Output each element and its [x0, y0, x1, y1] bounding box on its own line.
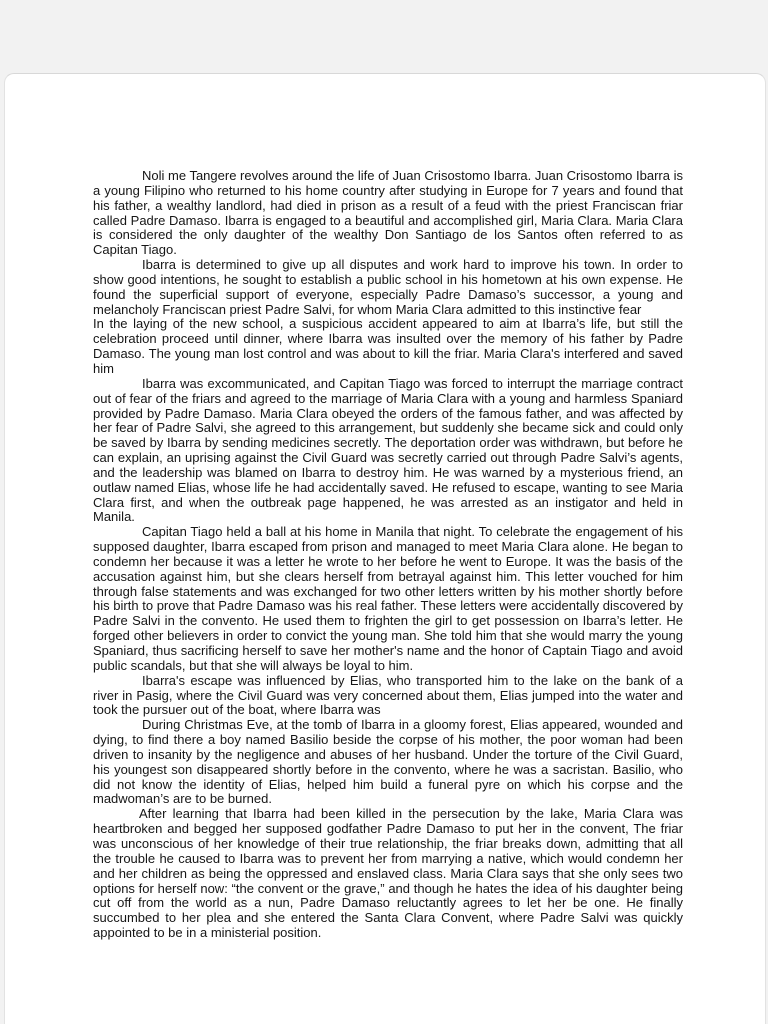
paragraph-convent: After learning that Ibarra had been killed in the persecution by the lake, Maria Clara was heartbroken and begged her supposed godfather Padre Damaso to put her in the convent, The friar was unconscious of her knowledge of their true relationship, the friar breaks down, admitting that all the trouble he caused to Ibarra was to prevent her from marrying a native, which would condemn her and her children as being the oppressed and enslaved class. Maria Clara says that she only sees two options for herself now: “the convent or the grave,” and though he hates the idea of his daughter being cut off from the world as a nun, Padre Damaso reluctantly agrees to let her be one. He finally succumbed to her plea and she entered the Santa Clara Convent, where Padre Salvi was quickly appointed to be in a ministerial position. — [93, 806, 683, 941]
paragraph-escape: Ibarra's escape was influenced by Elias, who transported him to the lake on the bank of a river in Pasig, where the Civil Guard was very concerned about them, Elias jumped into the water and took the pursuer out of the boat, where Ibarra was — [93, 672, 683, 718]
paragraph-accident: In the laying of the new school, a suspicious accident appeared to aim at Ibarra’s life, but still the celebration proceed until dinner, where Ibarra was insulted over the memory of his father by Padre Damaso. The young man lost control and was about to kill the friar. Maria Clara's interfered and saved him — [93, 316, 683, 376]
paragraph-intro: Noli me Tangere revolves around the life of Juan Crisostomo Ibarra. Juan Crisostomo Ibarra is a young Filipino who returned to his home country after studying in Europe for 7 years and found that his father, a wealthy landlord, had died in prison as a result of a feud with the priest Franciscan friar called Padre Damaso. Ibarra is engaged to a beautiful and accomplished girl, Maria Clara. Maria Clara is considered the only daughter of the wealthy Don Santiago de los Santos often referred to as Capitan Tiago. — [93, 168, 683, 258]
paragraph-christmas-eve: During Christmas Eve, at the tomb of Ibarra in a gloomy forest, Elias appeared, wounded and dying, to find there a boy named Basilio beside the corpse of his mother, the poor woman had been driven to insanity by the negligence and abuses of her husband. Under the torture of the Civil Guard, his youngest son disappeared shortly before in the convento, where he was a sacristan. Basilio, who did not know the identity of Elias, helped him build a funeral pyre on which his corpse and the madwoman’s are to be burned. — [93, 717, 683, 807]
paragraph-excommunication: Ibarra was excommunicated, and Capitan Tiago was forced to interrupt the marriage contract out of fear of the friars and agreed to the marriage of Maria Clara with a young and harmless Spaniard provided by Padre Damaso. Maria Clara obeyed the orders of the famous father, and was affected by her fear of Padre Salvi, she agreed to this arrangement, but suddenly she became sick and could only be saved by Ibarra by sending medicines secretly. The deportation order was withdrawn, but before he can explain, an uprising against the Civil Guard was secretly carried out through Padre Salvi’s agents, and the leadership was blamed on Ibarra to destroy him. He was warned by a mysterious friend, an outlaw named Elias, whose life he had accidentally saved. He refused to escape, wanting to see Maria Clara first, and when the outbreak page happened, he was arrested as an instigator and held in Manila. — [93, 375, 683, 525]
paragraph-school: Ibarra is determined to give up all disputes and work hard to improve his town. In order to show good intentions, he sought to establish a public school in his hometown at his own expense. He found the superficial support of everyone, especially Padre Damaso’s successor, a young and melancholy Franciscan priest Padre Salvi, for whom Maria Clara admitted to this instinctive fear — [93, 257, 683, 317]
document-body — [93, 169, 683, 941]
document-page — [4, 73, 766, 1024]
paragraph-ball: Capitan Tiago held a ball at his home in Manila that night. To celebrate the engagement of his supposed daughter, Ibarra escaped from prison and managed to meet Maria Clara alone. He began to condemn her because it was a letter he wrote to her before he went to Europe. It was the basis of the accusation against him, but she clears herself from betrayal against him. This letter vouched for him through false statements and was exchanged for two other letters written by his mother shortly before his birth to prove that Padre Damaso was his real father. These letters were accidentally discovered by Padre Salvi in the convento. He used them to frighten the girl to get possession on Ibarra’s letter. He forged other believers in order to convict the young man. She told him that she would marry the young Spaniard, thus sacrificing herself to save her mother's name and the honor of Captain Tiago and avoid public scandals, but that she will always be loyal to him. — [93, 524, 683, 673]
